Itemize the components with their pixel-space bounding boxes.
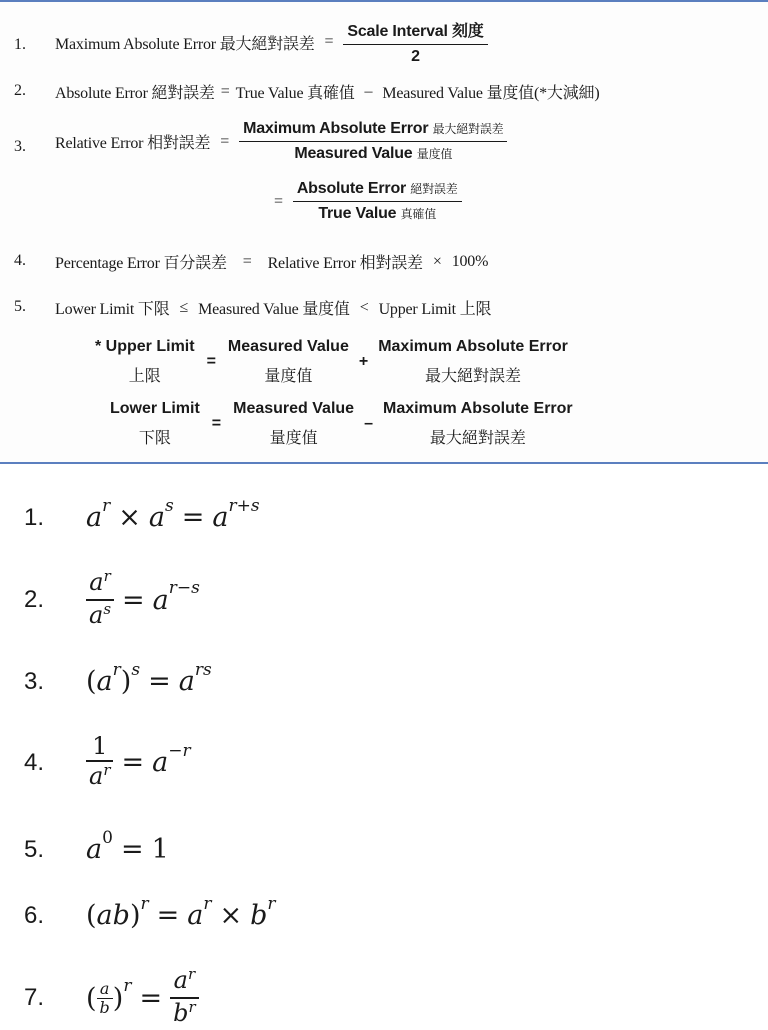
denominator-en: True Value — [318, 205, 397, 222]
measured-value-stack — [228, 332, 349, 392]
index-law-2 — [24, 568, 200, 632]
fraction — [170, 966, 199, 1030]
fraction-denominator: 2 — [411, 48, 420, 65]
fraction-denominator — [170, 999, 199, 1030]
lower-limit-en: Lower Limit — [110, 400, 200, 417]
equals-sign: = — [181, 502, 205, 533]
fraction — [343, 18, 487, 66]
exponent: 0 — [102, 827, 113, 848]
base-ab: ab — [96, 900, 130, 931]
base-a: a — [187, 900, 204, 931]
law-expression — [86, 659, 212, 697]
right-paren: ) — [129, 900, 141, 931]
lower-limit-formula — [110, 394, 573, 454]
base-b: b — [173, 999, 189, 1027]
law-number: 6. — [24, 901, 45, 929]
equals-sign: = — [122, 584, 145, 616]
equals-sign: = — [121, 747, 145, 778]
constant-one: 1 — [151, 834, 169, 865]
lower-limit-stack — [110, 394, 200, 454]
left-paren: ( — [86, 982, 97, 1014]
index-law-7 — [24, 966, 199, 1030]
fraction — [86, 568, 114, 632]
right-paren: ) — [112, 982, 124, 1014]
upper-limit-term: Upper Limit 上限 — [378, 301, 492, 318]
equals-sign: = — [148, 666, 171, 697]
fraction-numerator — [293, 180, 462, 198]
laws-of-indices-panel — [0, 466, 768, 1027]
base-a: a — [152, 584, 169, 616]
exponent: s — [164, 495, 174, 516]
base-a: a — [89, 568, 104, 596]
fraction-numerator: 1 — [92, 732, 108, 760]
base-b: b — [250, 900, 268, 931]
max-abs-error-en: Maximum Absolute Error — [382, 400, 573, 417]
formula-label: Absolute Error 絕對誤差 — [55, 85, 215, 102]
base-a: a — [89, 601, 104, 629]
max-abs-error-stack — [378, 332, 568, 392]
base-a: a — [148, 502, 165, 533]
fraction — [97, 980, 113, 1017]
measured-value-zh: 量度值 — [269, 430, 318, 447]
exponent: s — [103, 600, 112, 618]
equals-sign: = — [139, 982, 163, 1014]
formula-number: 5. — [14, 298, 26, 315]
base-a: a — [96, 666, 113, 697]
fraction-denominator — [290, 145, 456, 163]
equals-sign: = — [220, 132, 230, 150]
denominator-en: Measured Value — [294, 145, 413, 162]
upper-limit-formula — [95, 332, 568, 392]
upper-limit-en: * Upper Limit — [95, 338, 195, 355]
fraction — [239, 120, 507, 163]
formula-5 — [0, 294, 768, 324]
fraction-numerator — [171, 966, 198, 997]
exponent: r — [103, 567, 111, 585]
denominator-zh: 真確值 — [400, 207, 437, 221]
measured-value-term: Measured Value 量度值(*大減細) — [382, 85, 600, 102]
index-law-1 — [24, 495, 260, 533]
exponent: r — [123, 976, 132, 996]
exponent: r — [103, 761, 111, 779]
exponent: r — [187, 965, 196, 983]
equals-sign: = — [274, 192, 283, 210]
formula-2 — [0, 76, 768, 106]
equals-sign: = — [211, 415, 222, 432]
upper-limit-stack — [95, 332, 195, 392]
upper-limit-zh: 上限 — [128, 368, 161, 385]
exponent: r — [203, 893, 212, 914]
law-number: 7. — [24, 984, 45, 1011]
numerator-zh: 最大絕對誤差 — [432, 122, 504, 136]
percent-term: 100% — [451, 252, 489, 270]
exponent: r−s — [168, 578, 200, 598]
law-expression — [86, 568, 200, 632]
times-sign: × — [432, 252, 442, 270]
equals-sign: = — [156, 900, 180, 931]
exponent: r+s — [228, 495, 260, 516]
formula-label: Relative Error 相對誤差 — [55, 135, 211, 152]
plus-sign: + — [358, 353, 369, 370]
base-a: a — [178, 666, 195, 697]
left-paren: ( — [86, 666, 97, 697]
measured-value-en: Measured Value — [227, 338, 349, 355]
base-a: a — [152, 747, 169, 778]
fraction-denominator — [86, 601, 114, 632]
measured-value-zh: 量度值 — [264, 368, 313, 385]
fraction-numerator — [239, 120, 507, 138]
max-abs-error-zh: 最大絕對誤差 — [429, 430, 526, 447]
formula-number: 2. — [14, 82, 26, 99]
law-number: 5. — [24, 835, 45, 863]
numerator-zh: 絕對誤差 — [410, 182, 458, 196]
fraction-numerator — [86, 568, 113, 599]
equals-sign: = — [242, 252, 252, 270]
formula-number: 4. — [14, 252, 26, 269]
formula-1 — [0, 10, 768, 66]
law-number: 1. — [24, 503, 45, 531]
measured-value-term: Measured Value 量度值 — [198, 301, 350, 318]
law-expression — [86, 827, 169, 865]
minus-sign: – — [364, 82, 373, 100]
equals-sign: = — [324, 33, 334, 50]
exponent: −r — [168, 740, 191, 761]
index-law-4 — [24, 732, 191, 793]
fraction-denominator — [314, 205, 440, 223]
index-law-6 — [24, 893, 276, 931]
formula-label: Percentage Error 百分誤差 — [55, 255, 227, 272]
law-expression — [86, 495, 260, 533]
law-number: 4. — [24, 748, 45, 776]
lower-limit-zh: 下限 — [138, 430, 171, 447]
fraction — [293, 180, 462, 223]
max-abs-error-en: Maximum Absolute Error — [378, 338, 568, 355]
lower-limit-term: Lower Limit 下限 — [55, 301, 170, 318]
fraction-bar — [343, 44, 487, 45]
true-value-term: True Value 真確值 — [235, 85, 355, 102]
exponent: rs — [194, 659, 212, 680]
relative-error-term: Relative Error 相對誤差 — [267, 255, 423, 272]
formula-4 — [0, 248, 768, 278]
law-expression — [86, 732, 191, 793]
measured-value-stack — [233, 394, 354, 454]
max-abs-error-stack — [383, 394, 573, 454]
fraction-bar — [293, 201, 462, 202]
exponent: r — [267, 893, 276, 914]
fraction — [86, 732, 113, 793]
formula-number: 1. — [14, 36, 26, 53]
formula-label: Maximum Absolute Error 最大絕對誤差 — [55, 35, 315, 53]
exponent: r — [140, 893, 149, 914]
denominator-zh: 量度值 — [416, 147, 453, 161]
fraction-numerator: a — [99, 978, 110, 998]
law-expression — [86, 893, 276, 931]
equals-sign: = — [206, 353, 216, 370]
less-than-sign: < — [359, 298, 369, 316]
times-sign: × — [219, 900, 243, 931]
numerator-en: Maximum Absolute Error — [243, 120, 429, 137]
base-a: a — [86, 834, 103, 865]
base-a: a — [173, 966, 188, 994]
times-sign: × — [118, 502, 141, 533]
fraction-denominator: b — [99, 997, 110, 1017]
exponent: s — [131, 659, 141, 680]
base-a: a — [89, 762, 104, 790]
left-paren: ( — [86, 900, 97, 931]
max-abs-error-zh: 最大絕對誤差 — [425, 368, 522, 385]
base-a: a — [212, 502, 229, 533]
law-number: 3. — [24, 667, 45, 695]
equals-sign: = — [120, 834, 144, 865]
index-law-3 — [24, 659, 212, 697]
exponent: r — [188, 998, 196, 1016]
less-equal-sign: ≤ — [179, 298, 189, 316]
minus-sign: – — [364, 415, 373, 432]
exponent: r — [112, 659, 121, 680]
formula-3 — [0, 114, 768, 240]
fraction-denominator — [86, 762, 113, 793]
formula-number: 3. — [14, 138, 26, 155]
law-expression — [86, 966, 199, 1030]
fraction-numerator: Scale Interval 刻度 — [347, 23, 484, 40]
index-law-5 — [24, 827, 169, 865]
measured-value-en: Measured Value — [233, 400, 355, 417]
fraction-bar — [239, 141, 507, 142]
law-number: 2. — [24, 586, 45, 613]
error-formulas-panel — [0, 0, 768, 464]
right-paren: ) — [120, 666, 132, 697]
equals-sign: = — [220, 82, 230, 100]
numerator-en: Absolute Error — [296, 180, 407, 197]
base-a: a — [86, 502, 103, 533]
exponent: r — [102, 495, 111, 516]
